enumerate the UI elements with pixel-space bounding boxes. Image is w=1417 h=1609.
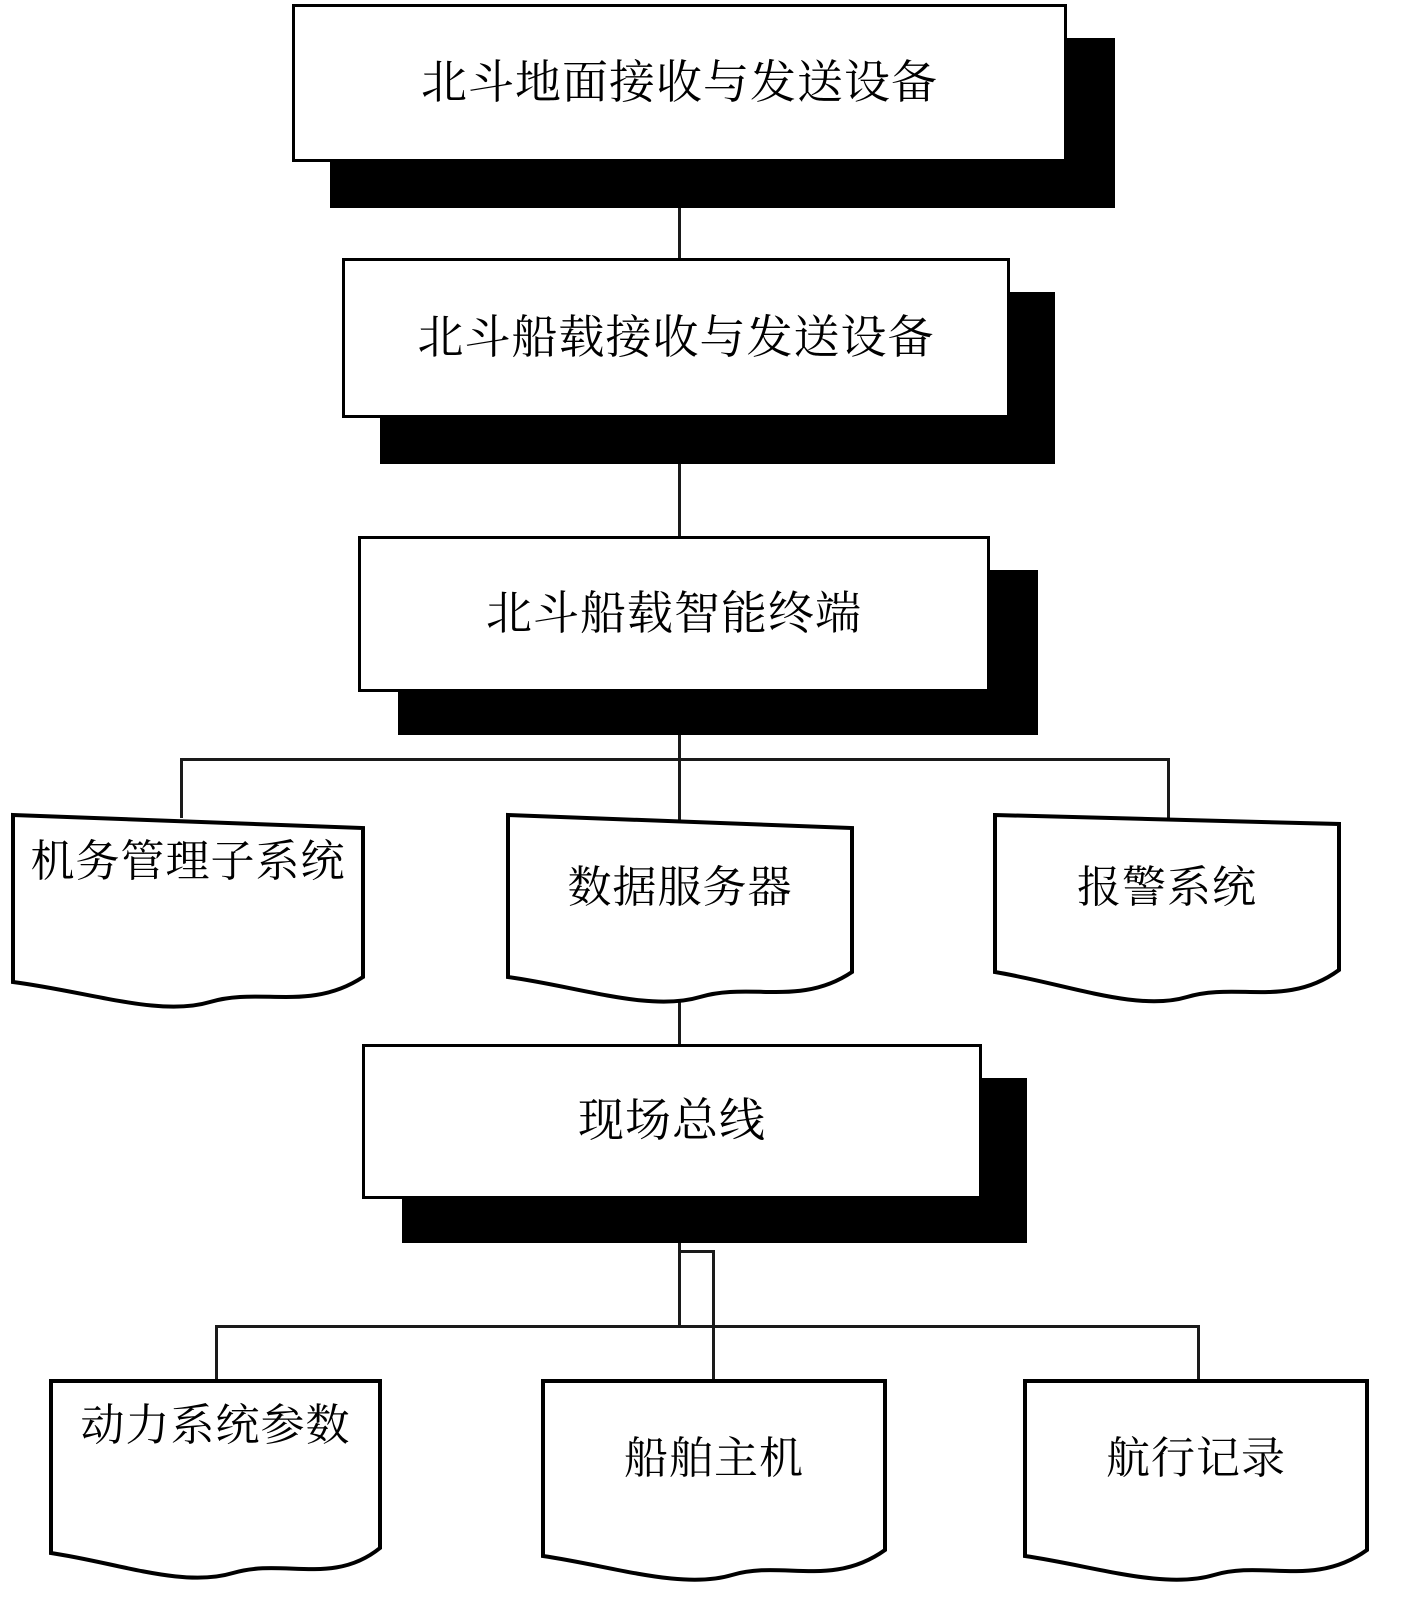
edge-bus-trunk-cap: [678, 1250, 715, 1253]
node-power-params-label: 动力系统参数: [80, 1401, 351, 1450]
node-ship-engine-label: 船舶主机: [624, 1434, 804, 1483]
node-ground-device-label: 北斗地面接收与发送设备: [421, 56, 938, 108]
node-voyage-record-label: 航行记录: [1106, 1434, 1286, 1483]
node-alarm-system-label: 报警系统: [1077, 863, 1257, 912]
node-ground-device[interactable]: [292, 4, 1067, 162]
edge-terminal-to-alarm: [1167, 758, 1170, 818]
node-alarm-system[interactable]: [992, 812, 1342, 1024]
node-field-bus-label: 现场总线: [578, 1095, 766, 1147]
edge-terminal-to-engine-mgmt: [180, 758, 183, 818]
node-smart-terminal[interactable]: [358, 536, 990, 692]
edge-bus-trunk-2: [712, 1250, 715, 1326]
node-voyage-record[interactable]: [1022, 1378, 1370, 1600]
edge-terminal-branch-bar: [180, 758, 1170, 761]
node-engine-mgmt[interactable]: [10, 812, 366, 1024]
edge-bus-to-engine: [712, 1325, 715, 1380]
node-data-server[interactable]: [505, 812, 855, 1024]
node-engine-mgmt-label: 机务管理子系统: [30, 837, 346, 886]
node-field-bus[interactable]: [362, 1044, 982, 1199]
node-data-server-label: 数据服务器: [567, 863, 793, 912]
node-ship-device-label: 北斗船载接收与发送设备: [417, 311, 935, 363]
node-power-params[interactable]: [48, 1378, 383, 1600]
node-smart-terminal-label: 北斗船载智能终端: [486, 587, 862, 639]
node-ship-device[interactable]: [342, 258, 1010, 418]
node-ship-engine[interactable]: [540, 1378, 888, 1600]
edge-bus-to-power: [215, 1325, 218, 1380]
edge-bus-to-voyage: [1197, 1325, 1200, 1380]
edge-bus-branch-bar: [215, 1325, 1200, 1328]
